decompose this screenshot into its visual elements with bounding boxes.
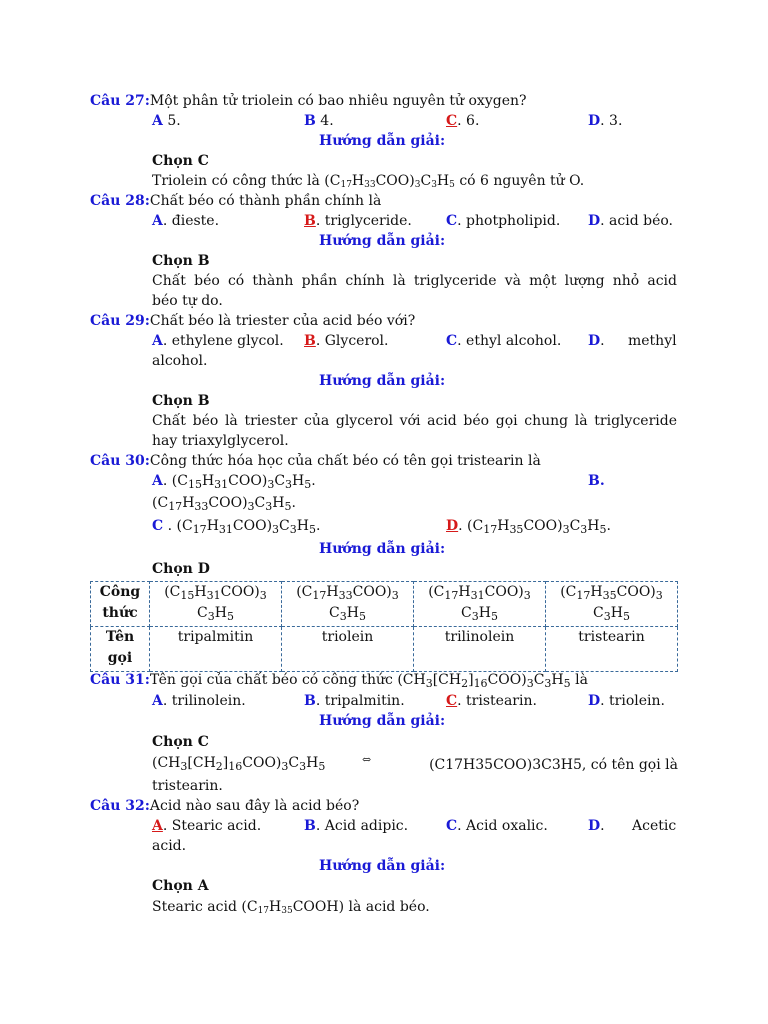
text: ] [222,755,229,771]
text: H [194,584,207,600]
table-row-name [91,627,678,672]
q30-option-b-letter[interactable] [588,471,605,491]
subscript: 3 [299,760,307,773]
option-letter: C [446,213,458,229]
table-cell-name: triolein [282,627,414,672]
text: COO) [484,584,524,600]
question-31 [90,670,588,690]
text: H [214,605,227,621]
q30-answer: Chọn D [152,561,210,577]
option-text: 4. [315,113,334,129]
subscript: 3 [259,589,267,602]
text: H [458,584,471,600]
q28-option-b[interactable] [304,211,412,231]
q31-option-d[interactable] [588,691,665,711]
q28-option-a[interactable] [152,211,219,231]
text: C [329,605,340,621]
q28-explanation-line-1: Chất béo có thành phần chính là triglyceride và một lượng nhỏ acid [152,273,677,289]
q27-option-d[interactable] [588,111,622,131]
q31-option-b[interactable] [304,691,405,711]
subscript: 5 [358,610,366,623]
text: H [306,755,319,771]
option-letter: B [304,818,316,834]
subscript: 3 [391,589,399,602]
option-text: . Acid oxalic. [457,818,548,834]
subscript: 3 [247,500,255,513]
subscript: 5 [599,523,607,536]
header-text: thức [102,605,138,621]
text: COO) [487,672,527,688]
subscript: 35 [602,589,617,602]
text: C [197,605,208,621]
option-letter-correct: C [446,113,458,129]
subscript: 3 [562,523,570,536]
text: COO) [352,584,392,600]
option-letter: C [446,818,458,834]
subscript: 16 [228,760,243,773]
subscript: 17 [483,523,498,536]
question-text: Chất béo là triester của acid béo với? [149,313,416,329]
header-text: gọi [107,650,133,666]
text: COO) [375,173,415,189]
text: [CH [187,755,216,771]
table-header-formula [91,582,150,627]
q27-guide-heading: Hướng dẫn giải: [319,133,446,149]
q29-option-a[interactable] [152,331,284,351]
option-text: . Acid adipic. [315,818,409,834]
option-text: . trilinolein. [162,693,246,709]
subscript: 3 [431,180,437,190]
question-text: Acid nào sau đây là acid béo? [149,798,360,814]
subscript: 16 [473,677,488,690]
text: H [269,899,282,915]
option-text: . acid béo. [600,213,673,229]
table-cell-formula [414,582,546,627]
text: H [296,518,309,534]
q31-explanation-line-2: tristearin. [152,778,223,794]
option-letter: A [152,113,163,129]
table-cell-name: tripalmitin [150,627,282,672]
question-text: Chất béo có thành phần chính là [149,193,382,209]
text: COOH) là acid béo. [292,899,430,915]
option-letter-correct: D [446,518,459,534]
text: H [610,605,623,621]
option-letter: C [152,518,164,534]
q31-option-c[interactable] [446,691,537,711]
text: C [279,518,290,534]
text: là [570,672,588,688]
option-letter: D [588,693,601,709]
q32-option-d-continued: acid. [152,838,187,854]
option-dot: . [599,473,605,489]
text: C [533,672,545,688]
text: H [587,518,600,534]
subscript: 15 [187,478,202,491]
option-text: . 6. [457,113,480,129]
q31-option-a[interactable] [152,691,246,711]
q27-option-c[interactable] [446,111,479,131]
text: C [461,605,472,621]
subscript: 31 [218,523,233,536]
subscript: 5 [490,610,498,623]
option-letter-correct: C [446,693,458,709]
header-text: Công [99,584,141,600]
option-letter: D [588,818,601,834]
q28-answer: Chọn B [152,253,210,269]
question-label: Câu 31: [90,672,150,688]
option-text: 5. [162,113,181,129]
option-letter: A [152,333,163,349]
subscript: 3 [544,677,552,690]
q29-answer: Chọn B [152,393,210,409]
option-letter: B [304,113,316,129]
table-row-formula [91,582,678,627]
question-label: Câu 28: [90,193,150,209]
q32-guide-heading: Hướng dẫn giải: [319,858,446,874]
option-letter: D [588,213,601,229]
subscript: 3 [526,677,534,690]
text: C [420,173,432,189]
q31-guide-heading: Hướng dẫn giải: [319,713,446,729]
table-cell-formula [282,582,414,627]
subscript: 5 [284,500,292,513]
subscript: 5 [318,760,326,773]
option-letter: A [152,213,163,229]
text: C [569,518,581,534]
option-text: . photpholipid. [457,213,561,229]
text: C [593,605,604,621]
subscript: 31 [214,478,229,491]
text: Stearic acid (C [152,899,258,915]
subscript: 5 [449,180,455,190]
q27-option-a[interactable] [152,111,181,131]
table-cell-name: tristearin [546,627,678,672]
text: COO) [208,495,248,511]
text: (C [560,584,577,600]
q32-explanation [152,897,430,917]
q29-explanation-line-1: Chất béo là triester của glycerol với acid béo gọi chung là triglyceride [152,413,677,429]
q31-explanation-rest: (C17H35COO)3C3H5, có tên gọi là [429,757,678,773]
q32-option-a[interactable] [152,816,261,836]
subscript: 3 [285,478,293,491]
q29-guide-heading: Hướng dẫn giải: [319,373,446,389]
subscript: 2 [215,760,223,773]
subscript: 35 [509,523,524,536]
option-text: . [600,333,605,349]
option-letter: B [304,693,316,709]
option-text: . [600,818,605,834]
subscript: 17 [576,589,591,602]
question-label: Câu 29: [90,313,150,329]
text: H [351,173,365,189]
option-letter: B [588,473,600,489]
subscript: 17 [444,589,459,602]
text: C [254,495,266,511]
text: H [206,518,219,534]
option-letter-correct: B [304,333,316,349]
text: (C [164,584,181,600]
text: Tên gọi của chất béo có công thức (CH [149,672,426,688]
q29-option-d[interactable] [588,331,605,351]
q31-explanation-formula [152,753,325,773]
subscript: 17 [340,180,352,190]
q28-option-c[interactable] [446,211,560,231]
option-text: . đieste. [162,213,220,229]
subscript: 3 [655,589,663,602]
subscript: 3 [603,610,611,623]
text: COO) [220,584,260,600]
subscript: 3 [339,610,347,623]
subscript: 33 [364,180,376,190]
option-text: . ethylene glycol. [162,333,284,349]
table-header-name [91,627,150,672]
subscript: 33 [338,589,353,602]
q29-explanation-line-2: hay triaxylglycerol. [152,433,289,449]
question-label: Câu 30: [90,453,150,469]
subscript: 17 [168,500,183,513]
question-30 [90,451,541,471]
q30-option-c[interactable] [152,516,320,536]
text: H [590,584,603,600]
subscript: 31 [206,589,221,602]
text: COO) [523,518,563,534]
subscript: 3 [289,523,297,536]
text: . (C [162,473,188,489]
subscript: 3 [272,523,280,536]
text: . [606,518,611,534]
subscript: 5 [308,523,316,536]
text: COO) [232,518,273,534]
header-text: Tên [105,629,135,645]
table-cell-formula [150,582,282,627]
text: . [311,473,316,489]
subscript: 17 [312,589,327,602]
option-text: . tristearin. [457,693,537,709]
option-letter: D [588,333,601,349]
option-letter-correct: A [152,818,163,834]
subscript: 3 [267,478,275,491]
subscript: 35 [281,906,293,916]
q32-option-d-word: Acetic [632,818,677,834]
q30-option-d[interactable] [446,516,611,536]
fat-formula-table [90,581,678,672]
q30-option-a[interactable] [152,471,316,491]
q30-option-b[interactable] [152,493,296,513]
text: (C [296,584,313,600]
text: C [288,755,300,771]
text: (CH [152,755,181,771]
table-cell-name: trilinolein [414,627,546,672]
option-text: . triglyceride. [315,213,412,229]
question-28 [90,191,381,211]
text: H [326,584,339,600]
option-text: . Stearic acid. [162,818,262,834]
subscript: 31 [470,589,485,602]
q31-answer: Chọn C [152,734,209,750]
subscript: 3 [265,500,273,513]
q28-explanation-line-2: béo tự do. [152,293,223,309]
option-text: . ethyl alcohol. [457,333,562,349]
q28-guide-heading: Hướng dẫn giải: [319,233,446,249]
option-letter: A [152,473,163,489]
subscript: 5 [226,610,234,623]
subscript: 3 [281,760,289,773]
subscript: 5 [563,677,571,690]
text: COO) [616,584,656,600]
subscript: 2 [461,677,469,690]
q32-option-d[interactable] [588,816,605,836]
text: (C [428,584,445,600]
text: H [478,605,491,621]
q29-option-d-continued: alcohol. [152,353,208,369]
question-text: Công thức hóa học của chất béo có tên gọi tristearin là [149,453,541,469]
option-text: . Glycerol. [315,333,389,349]
question-label: Câu 27: [90,93,150,109]
subscript: 3 [180,760,188,773]
q32-answer: Chọn A [152,878,209,894]
text: H [201,473,215,489]
q32-option-c[interactable] [446,816,548,836]
subscript: 3 [414,180,421,190]
text: H [436,173,450,189]
text: C [274,473,286,489]
subscript: 15 [180,589,195,602]
option-letter-correct: B [304,213,316,229]
text: . [291,495,296,511]
q27-answer: Chọn C [152,153,209,169]
text: . [315,518,321,534]
text: H [292,473,305,489]
table-cell-formula [546,582,678,627]
text: H [497,518,510,534]
subscript: 5 [304,478,312,491]
q29-option-c[interactable] [446,331,561,351]
q30-guide-heading: Hướng dẫn giải: [319,541,446,557]
subscript: 5 [622,610,630,623]
equivalence-arrow-icon: ⇔ [362,753,372,766]
q28-option-d[interactable] [588,211,673,231]
question-label: Câu 32: [90,798,150,814]
text: COO) [242,755,282,771]
text: . (C [458,518,484,534]
text: [CH [432,672,462,688]
subscript: 3 [207,610,215,623]
option-letter: C [446,333,458,349]
text: H [272,495,285,511]
q32-option-b[interactable] [304,816,408,836]
option-text: . triolein. [600,693,665,709]
option-letter: D [588,113,601,129]
subscript: 3 [523,589,531,602]
question-32 [90,796,359,816]
text: COO) [228,473,268,489]
subscript: 3 [425,677,433,690]
subscript: 33 [194,500,209,513]
option-text: . 3. [600,113,623,129]
text: có 6 nguyên tử O. [454,173,585,189]
q27-explanation [152,171,584,191]
subscript: 3 [580,523,588,536]
text: (C [152,495,169,511]
text: H [346,605,359,621]
text: Triolein có công thức là (C [152,173,341,189]
q29-option-b[interactable] [304,331,389,351]
question-27 [90,91,527,111]
option-letter: A [152,693,163,709]
option-text: . tripalmitin. [315,693,405,709]
question-29 [90,311,415,331]
q27-option-b[interactable] [304,111,334,131]
subscript: 17 [257,906,270,916]
text: H [182,495,195,511]
text: ] [468,672,474,688]
q29-option-d-word: methyl [628,333,677,349]
text: H [551,672,564,688]
text: . (C [163,518,193,534]
subscript: 3 [471,610,479,623]
subscript: 17 [192,523,207,536]
question-text: Một phân tử triolein có bao nhiêu nguyên tử oxygen? [149,93,527,109]
